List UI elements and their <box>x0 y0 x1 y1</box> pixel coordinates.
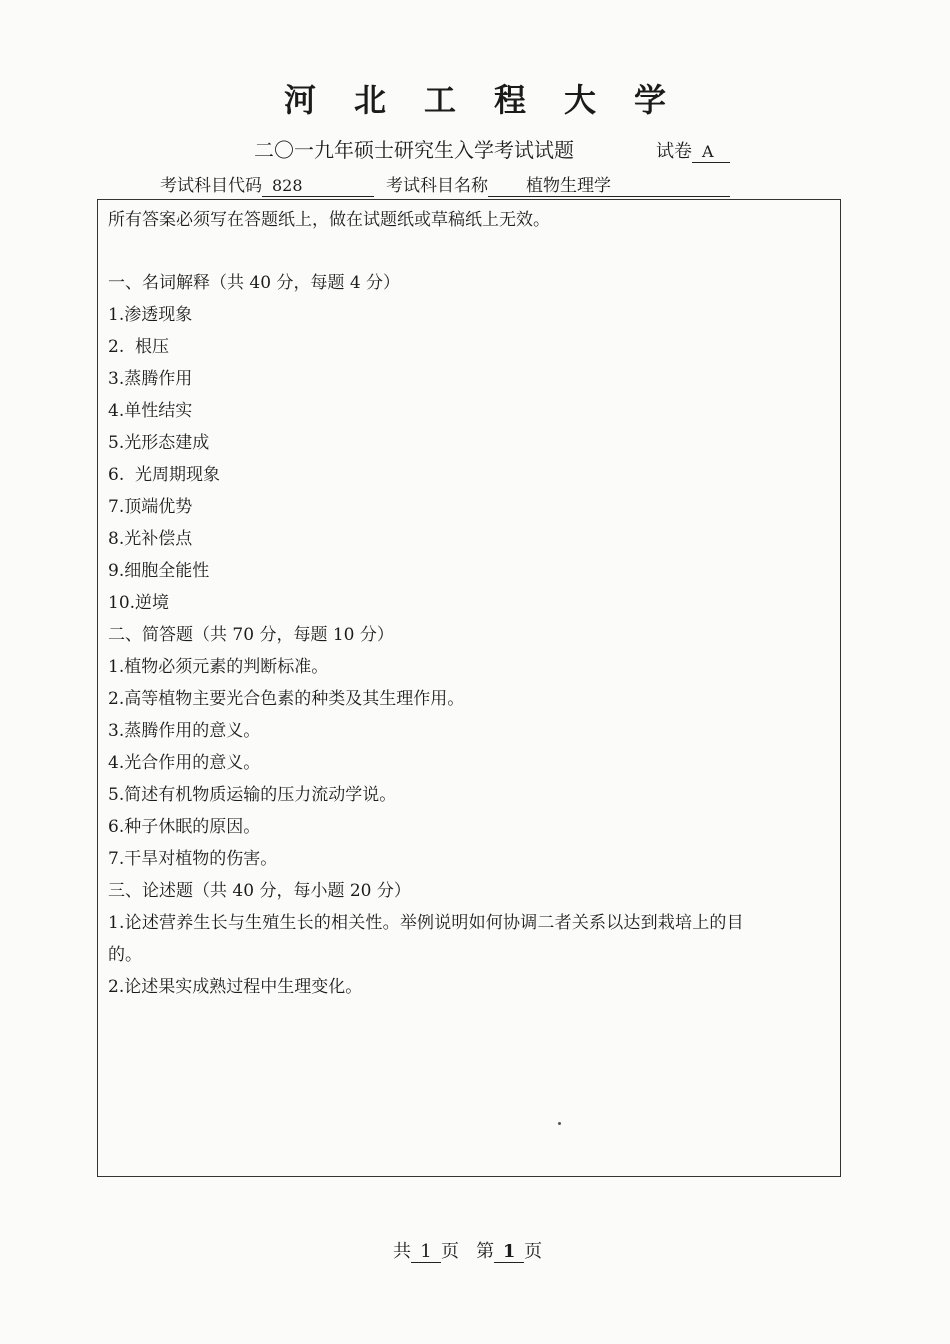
list-item: 3.蒸腾作用的意义。 <box>108 721 261 741</box>
university-name: 河北工程大学 <box>283 81 704 119</box>
list-item: 6.种子休眠的原因。 <box>108 817 261 837</box>
list-item: 2.高等植物主要光合色素的种类及其生理作用。 <box>108 689 465 709</box>
subject-code-label: 考试科目代码 <box>160 176 262 196</box>
instructions: 所有答案必须写在答题纸上，做在试题纸或草稿纸上无效。 <box>108 210 550 230</box>
list-item: 7.顶端优势 <box>108 497 193 517</box>
total-pages: 1 <box>411 1242 441 1263</box>
list-item: 1.植物必须元素的判断标准。 <box>108 657 329 677</box>
current-prefix: 第 <box>476 1241 495 1262</box>
list-item: 2. 根压 <box>108 337 170 357</box>
list-item: 4.单性结实 <box>108 401 193 421</box>
page-footer <box>393 1240 542 1264</box>
section1-title: 一、名词解释（共 40 分，每题 4 分） <box>108 273 401 293</box>
list-item: 9.细胞全能性 <box>108 561 210 581</box>
current-suffix: 页 <box>524 1241 543 1262</box>
list-item: 8.光补偿点 <box>108 529 193 549</box>
total-suffix: 页 <box>441 1241 459 1262</box>
subject-info-row <box>160 174 730 198</box>
list-item: 1.论述营养生长与生殖生长的相关性。举例说明如何协调二者关系以达到栽培上的目 <box>108 913 744 933</box>
list-item: 10.逆境 <box>108 593 170 613</box>
paper-label: 试卷 <box>656 141 692 162</box>
list-item: 2.论述果实成熟过程中生理变化。 <box>108 977 363 997</box>
subject-code-value: 828 <box>262 176 374 197</box>
list-item: 6. 光周期现象 <box>108 465 221 485</box>
list-item: 5.光形态建成 <box>108 433 210 453</box>
scan-speck <box>558 1122 561 1125</box>
current-page: 1 <box>494 1242 524 1263</box>
subject-name-label: 考试科目名称 <box>386 176 488 196</box>
section3-title: 三、论述题（共 40 分，每小题 20 分） <box>108 881 411 901</box>
list-item: 3.蒸腾作用 <box>108 369 193 389</box>
list-item: 7.干旱对植物的伤害。 <box>108 849 278 869</box>
section2-title: 二、简答题（共 70 分，每题 10 分） <box>108 625 394 645</box>
list-item: 5.简述有机物质运输的压力流动学说。 <box>108 785 397 805</box>
list-item-continuation: 的。 <box>108 945 142 965</box>
exam-title: 二〇一九年硕士研究生入学考试试题 <box>254 138 574 162</box>
subject-name-value: 植物生理学 <box>488 176 730 197</box>
list-item: 1.渗透现象 <box>108 305 193 325</box>
total-prefix: 共 <box>393 1241 411 1262</box>
paper-value: A <box>692 142 730 163</box>
paper-designation <box>656 140 730 164</box>
list-item: 4.光合作用的意义。 <box>108 753 261 773</box>
